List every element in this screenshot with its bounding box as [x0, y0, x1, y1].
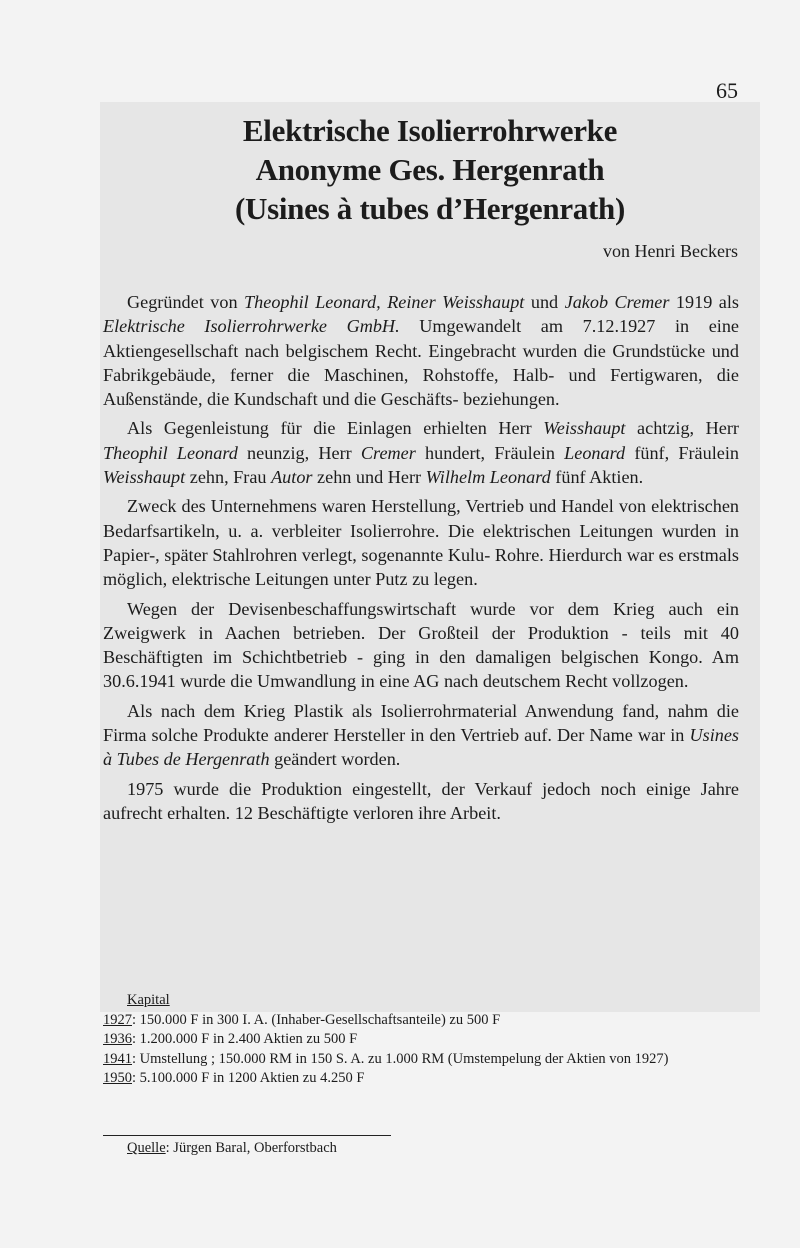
source-note: Quelle: Jürgen Baral, Oberforstbach [127, 1140, 337, 1156]
capital-section [103, 991, 753, 1089]
paragraph-1: Gegründet von Theophil Leonard, Reiner Weisshaupt und Jakob Cremer 1919 als Elektrische Isolierrohrwerke GmbH. Umgewandelt am 7.12.1927 in eine Aktiengesellschaft nach belgischem Recht. Eingebracht wurden die Grundstücke und Fabrikgebäude, ferner die Maschinen, Rohstoffe, Halb- und Fertigwaren, die Außenstände, die Kundschaft und die Geschäfts- beziehungen. [103, 292, 739, 410]
paragraph-3: Zweck des Unternehmens waren Herstellung, Vertrieb und Handel von elektrischen Bedarfsartikeln, u. a. verbleiter Isolierrohre. Die elektrischen Leitungen wurden in Papier-, später Stahlrohren verlegt, sogenannte Kulu- Rohre. Hierdurch war es erstmals möglich, elektrische Leitungen unter Putz zu legen. [103, 496, 739, 590]
title-line-2: Anonyme Ges. Hergenrath [255, 151, 605, 187]
capital-entry: 1936: 1.200.000 F in 2.400 Aktien zu 500 F [103, 1031, 358, 1047]
article-title [100, 112, 760, 228]
paragraph-6: 1975 wurde die Produktion eingestellt, der Verkauf jedoch noch einige Jahre aufrecht erhalten. 12 Beschäftigte verloren ihre Arbeit. [103, 778, 739, 823]
paragraph-2: Als Gegenleistung für die Einlagen erhielten Herr Weisshaupt achtzig, Herr Theophil Leonard neunzig, Herr Cremer hundert, Fräulein Leonard fünf, Fräulein Weisshaupt zehn, Frau Autor zehn und Herr Wilhelm Leonard fünf Aktien. [103, 418, 739, 488]
paragraph-5: Als nach dem Krieg Plastik als Isolierrohrmaterial Anwendung fand, nahm die Firma solche Produkte anderer Hersteller in den Vertrieb auf. Der Name war in Usines à Tubes de Hergenrath geändert worden. [103, 700, 739, 770]
paragraph-4: Wegen der Devisenbeschaffungswirtschaft wurde vor dem Krieg auch ein Zweigwerk in Aachen betrieben. Der Großteil der Produktion - teils mit 40 Beschäftigten im Schichtbetrieb - ging in den damaligen belgischen Kongo. Am 30.6.1941 wurde die Umwandlung in eine AG nach deutschem Recht vollzogen. [103, 598, 739, 692]
title-line-3: (Usines à tubes d’Hergenrath) [235, 190, 625, 226]
capital-heading: Kapital [127, 992, 170, 1008]
capital-entry: 1927: 150.000 F in 300 I. A. (Inhaber-Gesellschaftsanteile) zu 500 F [103, 1011, 501, 1028]
page-number: 65 [716, 78, 738, 103]
capital-entry: 1950: 5.100.000 F in 1200 Aktien zu 4.250 F [103, 1070, 365, 1086]
capital-entry: 1941: Umstellung ; 150.000 RM in 150 S. A. zu 1.000 RM (Umstempelung der Aktien von 1927) [103, 1050, 669, 1067]
article-body [103, 290, 739, 830]
title-line-1: Elektrische Isolierrohrwerke [242, 113, 618, 148]
author-byline: von Henri Beckers [603, 241, 738, 261]
footnote-divider [103, 1135, 391, 1136]
